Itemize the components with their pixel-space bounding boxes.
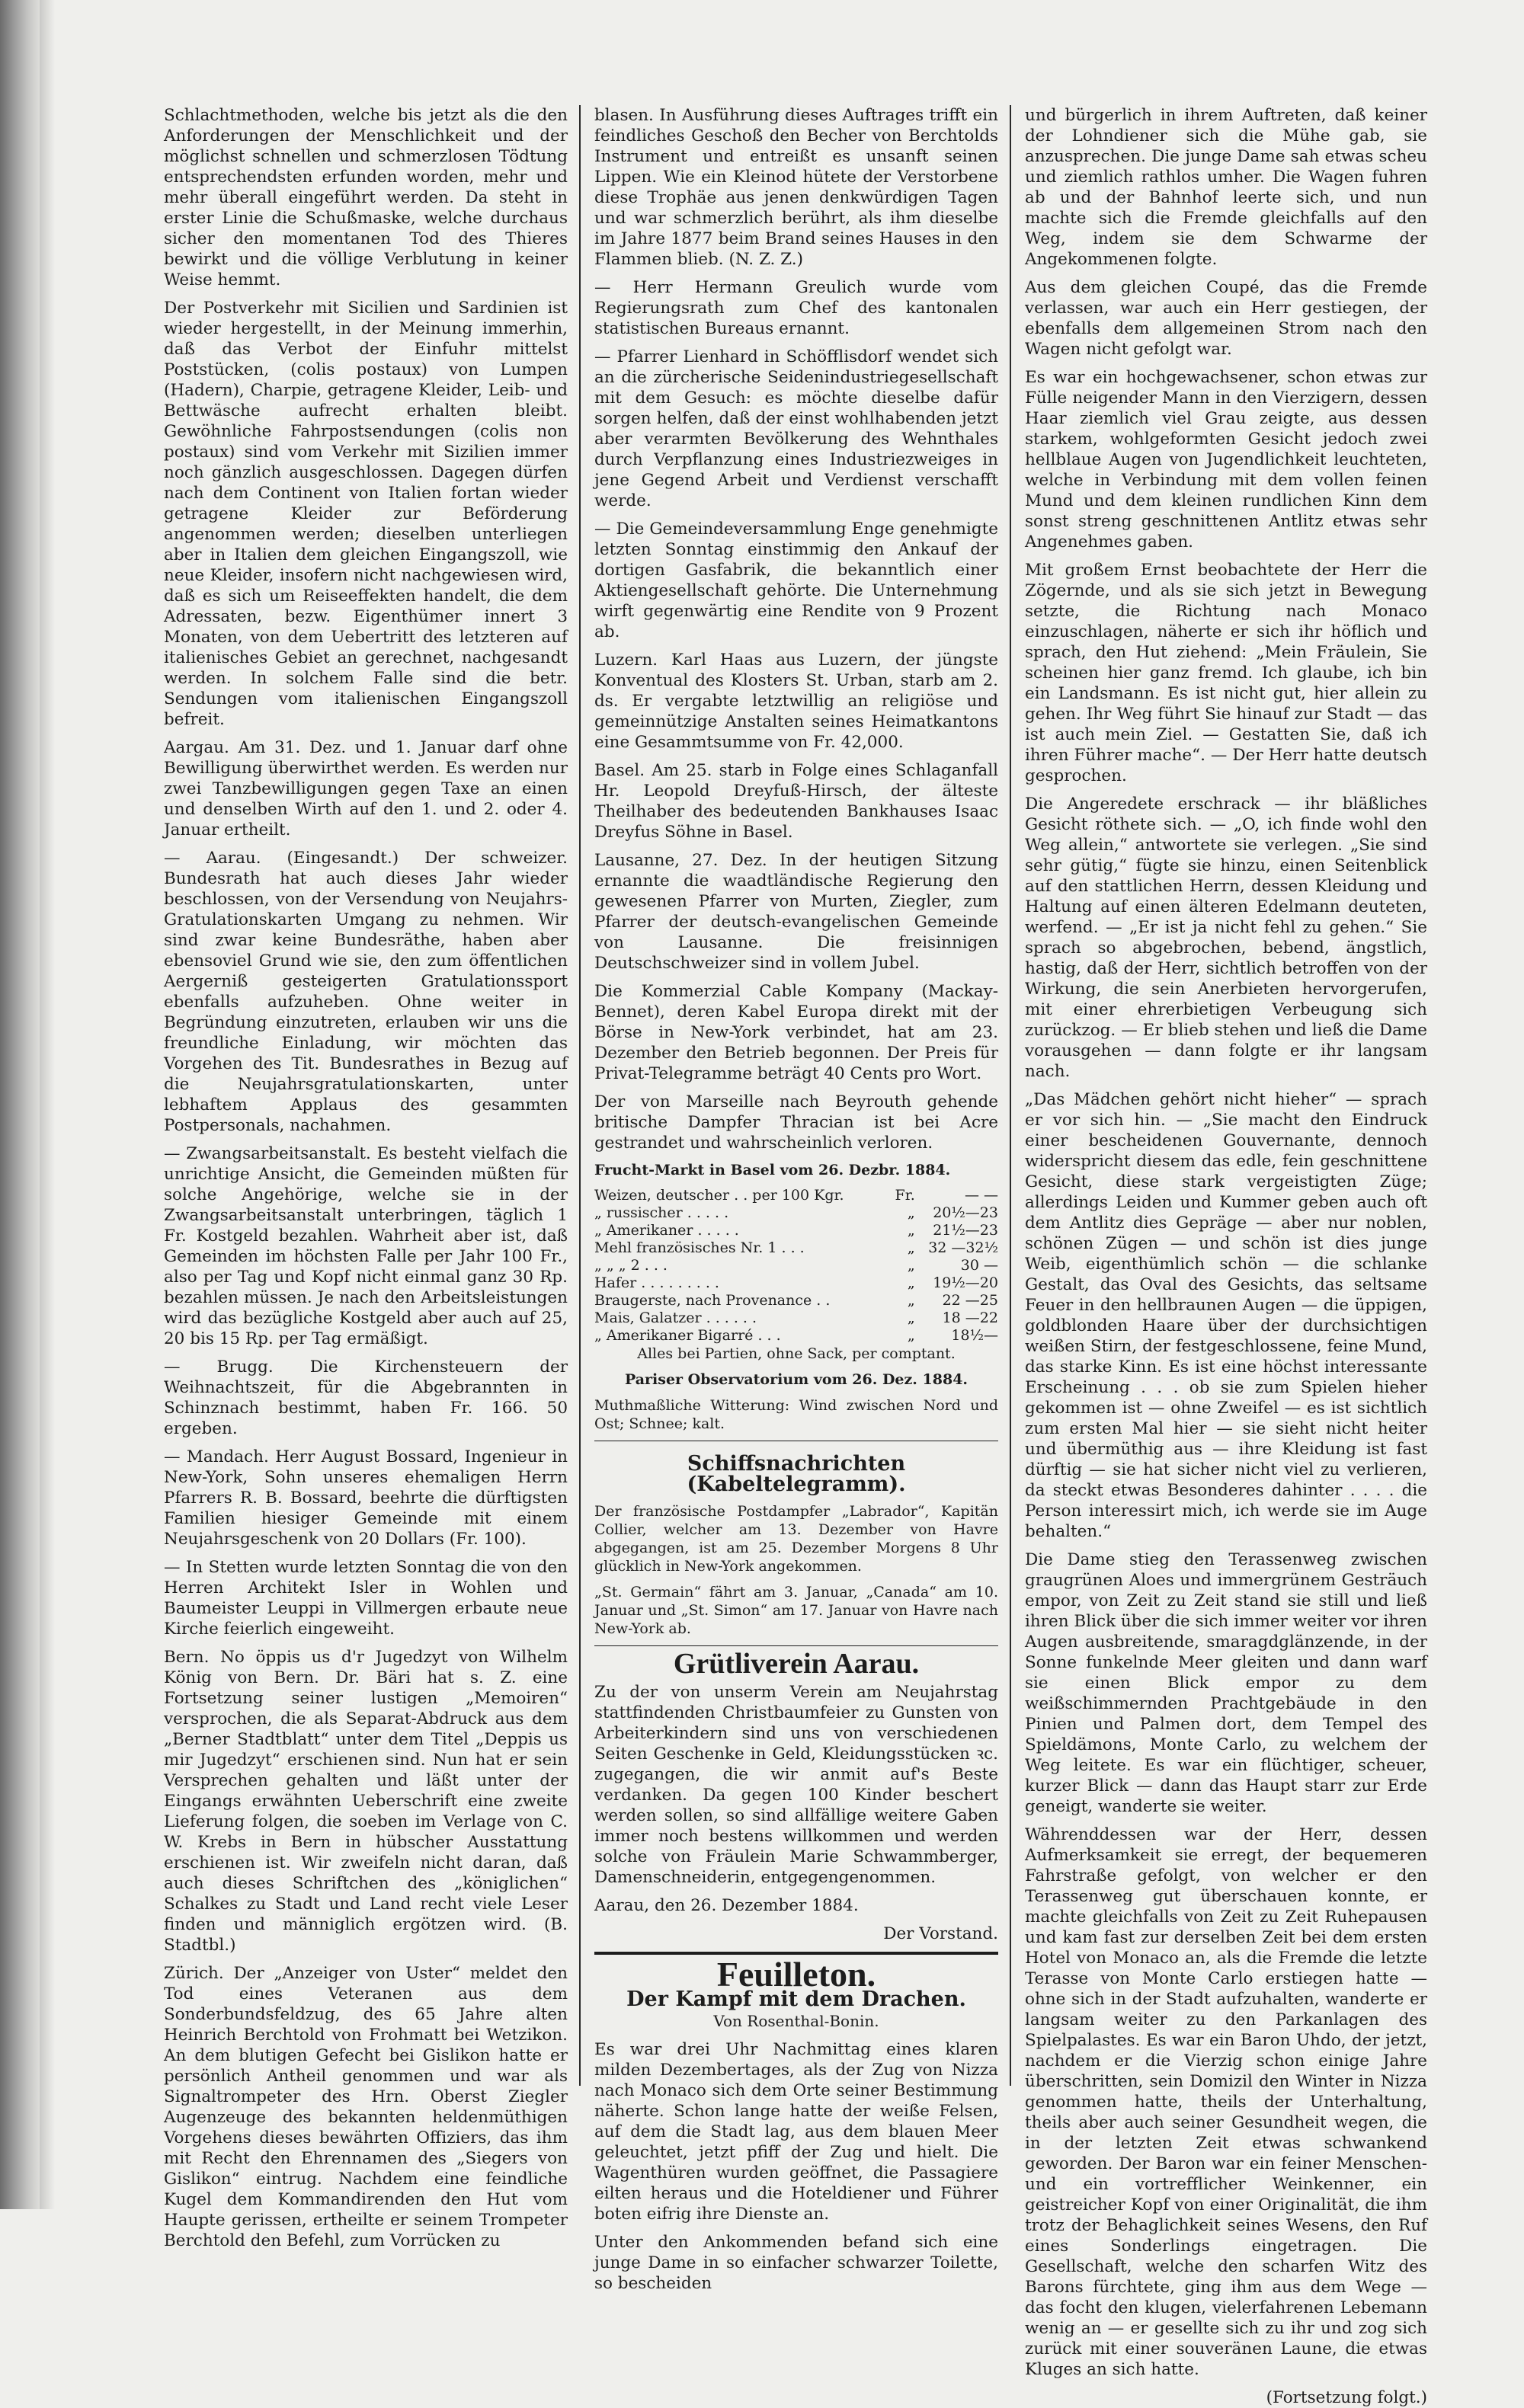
article-paragraph: — Herr Hermann Greulich wurde vom Regierungsrath zum Chef des kantonalen statistischen Bureaus ernannt.	[594, 278, 998, 338]
market-heading: Frucht-Markt in Basel vom 26. Dezbr. 1884.	[594, 1162, 951, 1178]
price-value: 22 —25	[942, 1292, 998, 1309]
article-paragraph: — Aarau. (Eingesandt.) Der schweizer. Bundesrath hat auch dieses Jahr wieder beschlossen, von der Versendung von Neujahrs-Gratulationskarten Umgang zu nehmen. Wir sind zwar keine Bundesräthe, haben aber ebensoviel Grund wie sie, den zum öffentlichen Aergerniß gesteigerten Gratulationssport ebenfalls aufzuheben. Ohne weiter in Begründung einzutreten, erlauben wir uns die freundliche Einladung, wir möchten das Vorgehen des Tit. Bundesrathes in Bezug auf die Neujahrsgratulationskarten, unter lebhaftem Applaus des gesammten Postpersonals, nachahmen.	[164, 849, 568, 1135]
column-2-articles	[594, 105, 998, 1153]
article-paragraph: blasen. In Ausführung dieses Auftrages trifft ein feindliches Geschoß den Becher von Berchtolds Instrument und entreißt es unsanft seinen Lippen. Wie ein Kleinod hütete der Verstorbene diese Trophäe aus jenen denkwürdigen Tagen und war schmerzlich berührt, als ihm dieselbe im Jahre 1877 beim Brand seines Hauses in den Flammen blieb. (N. Z. Z.)	[594, 106, 998, 269]
article-paragraph: Mit großem Ernst beobachtete der Herr die Zögernde, und als sie sich jetzt in Bewegung setzte, die Richtung nach Monaco einzuschlagen, näherte er sich ihr höflich und sprach, den Hut ziehend: „Mein Fräulein, Sie scheinen hier ganz fremd. Ich glaube, ich bin ein Landsmann. Es ist nicht gut, hier allein zu gehen. Ihr Weg führt Sie hinauf zur Stadt — das ist auch mein Ziel. — Gestatten Sie, daß ich ihren Führer mache“. — Der Herr hatte deutsch gesprochen.	[1025, 561, 1427, 785]
story-title: Der Kampf mit dem Drachen.	[626, 1987, 966, 2011]
price-unit: „	[907, 1327, 915, 1344]
gruetli-place-date: Aarau, den 26. Dezember 1884.	[594, 1896, 859, 1915]
story-author: Von Rosenthal-Bonin.	[713, 2012, 879, 2030]
price-value: 18 —22	[942, 1310, 998, 1326]
fruit-market-report	[594, 1161, 998, 1433]
article-paragraph: — Die Gemeindeversammlung Enge genehmigte letzten Sonntag einstimmig den Ankauf der dortigen Gasfabrik, die bekanntlich einer Aktiengesellschaft gehörte. Die Unternehmung wirft gegenwärtig eine Rendite von 9 Prozent ab.	[594, 520, 998, 641]
price-row	[594, 1257, 998, 1274]
price-row	[594, 1222, 998, 1239]
price-unit: „	[907, 1292, 915, 1309]
article-paragraph: Schlachtmethoden, welche bis jetzt als die den Anforderungen der Menschlichkeit und der möglichst schnellen und schmerzlosen Tödtung entsprechendsten erfunden worden, mehr und mehr überall eingeführt werden. Da steht in erster Linie die Schußmaske, welche durchaus sicher den momentanen Tod des Thieres bewirkt und die völlige Verblutung in keiner Weise hemmt.	[164, 106, 568, 289]
article-paragraph: — Zwangsarbeitsanstalt. Es besteht vielfach die unrichtige Ansicht, die Gemeinden müßten für solche Angehörige, welche sie in der Zwangsarbeitsanstalt unterbringen, täglich 1 Fr. Kostgeld bezahlen. Wahrheit aber ist, daß Gemeinden im höchsten Falle per Jahr 100 Fr., also per Tag und Kopf nicht einmal ganz 30 Rp. bezahlen müssen. Je nach den Arbeitsleistungen wird das bezügliche Kostgeld aber auch auf 25, 20 bis 15 Rp. per Tag ermäßigt.	[164, 1144, 568, 1348]
price-label: Hafer . . . . . . . . .	[594, 1274, 719, 1291]
article-paragraph: Die Angeredete erschrack — ihr bläßliches Gesicht röthete sich. — „O, ich finde wohl den Weg allein,“ antwortete sie verlegen. „Sie sind sehr gütig,“ fügte sie hinzu, einen Seitenblick auf den stattlichen Herrn, dessen Kleidung und Haltung auf einen älteren Edelmann deuteten, werfend. — „Er ist ja nicht fehl zu gehen.“ Sie sprach so abgebrochen, bebend, ängstlich, hastig, daß der Herr, sichtlich betroffen von der Wirkung, die sein Anerbieten hervorgerufen, mit einer ehrerbietigen Verbeugung sich zurückzog. — Er blieb stehen und ließ die Dame vorausgehen — dann folgte er ihr langsam nach.	[1025, 795, 1427, 1081]
price-label: Weizen, deutscher . . per 100 Kgr.	[594, 1187, 844, 1204]
article-paragraph: Der Postverkehr mit Sicilien und Sardinien ist wieder hergestellt, in der Meinung immerhin, daß das Verbot der Einfuhr mittelst Poststücken, (colis postaux) von Lumpen (Hadern), Charpie, getragene Kleider, Leib- und Bettwäsche aufrecht erhalten bleibt. Gewöhnliche Fahrpostsendungen (colis non postaux) sind vom Verkehr mit Sizilien immer noch gänzlich ausgeschlossen. Dagegen dürfen nach dem Continent von Italien fortan wieder getragene Kleider zur Beförderung angenommen werden; dieselben unterliegen aber in Italien dem gleichen Eingangszoll, wie neue Kleider, insofern nicht nachgewiesen wird, daß es sich um Reiseeffekten handelt, die dem Adressaten, bezw. Eigenthümer innert 3 Monaten, von dem Uebertritt des letzteren auf italienisches Gebiet an gerechnet, nachgesandt werden. In solchem Falle sind die betr. Sendungen vom italienischen Eingangszoll befreit.	[164, 299, 568, 729]
price-row	[594, 1327, 998, 1345]
article-paragraph: Aus dem gleichen Coupé, das die Fremde verlassen, war auch ein Herr gestiegen, der ebenfalls dem allgemeinen Strom nach den Wagen nicht gefolgt war.	[1025, 278, 1427, 359]
market-price-table	[594, 1187, 998, 1345]
article-paragraph: Aargau. Am 31. Dez. und 1. Januar darf ohne Bewilligung überwirthet werden. Es werden nur zwei Tanzbewilligungen gegen Taxe an einen und denselben Wirth auf den 1. und 2. oder 4. Januar ertheilt.	[164, 738, 568, 839]
article-paragraph: Bern. No öppis us d'r Jugedzyt von Wilhelm König von Bern. Dr. Bäri hat s. Z. eine Fortsetzung seiner lustigen „Memoiren“ versprochen, die als Separat-Abdruck aus dem „Berner Stadtblatt“ unter dem Titel „Deppis us mir Jugedzyt“ erschienen sind. Nun hat er sein Versprechen gehalten und läßt unter der Eingangs erwähnten Ueberschrift eine zweite Lieferung folgen, die soeben im Verlage von C. W. Krebs in Bern in hübscher Ausstattung erschienen ist. Wir zweifeln nicht daran, daß auch dieses Schriftchen des „königlichen“ Schalkes zu Stadt und Land recht viele Leser finden und männiglich ergötzen wird. (B. Stadtbl.)	[164, 1648, 568, 1955]
shipping-text-2: „St. Germain“ fährt am 3. Januar, „Canada“ am 10. Januar und „St. Simon“ am 17. Januar von Havre nach New-York ab.	[594, 1584, 998, 1637]
gruetli-signature: Der Vorstand.	[883, 1924, 998, 1943]
article-paragraph: — Brugg. Die Kirchensteuern der Weihnachtszeit, für die Abgebrannten in Schinznach bestimmt, haben Fr. 166. 50 ergeben.	[164, 1357, 568, 1438]
price-label: Braugerste, nach Provenance . .	[594, 1292, 831, 1309]
price-value: 20½—23	[933, 1204, 998, 1221]
shipping-text-1: Der französische Postdampfer „Labrador“, Kapitän Collier, welcher am 13. Dezember von Havre abgegangen, ist am 25. Dezember Morgens 8 Uhr glücklich in New-York angekommen.	[594, 1503, 998, 1575]
article-paragraph: Die Dame stieg den Terassenweg zwischen graugrünen Aloes und immergrünem Gesträuch empor, von Zeit zu Zeit stand sie still und ließ ihren Blick über die sich immer weiter vor ihren Augen ausbreitende, smaragdglänzende, in der Sonne funkelnde Meer gleiten und dann warf sie einen Blick empor zu dem weißschimmernden Prachtgebäude in den Pinien und Palmen dort, dem Tempel des Spieldämons, Monte Carlo, zu welchem der Weg leitete. Es war ein flüchtiger, scheuer, kurzer Blick — dann das Haupt starr zur Erde geneigt, wanderte sie weiter.	[1025, 1550, 1427, 1816]
article-paragraph: — Pfarrer Lienhard in Schöfflisdorf wendet sich an die zürcherische Seidenindustriegesellschaft mit dem Gesuch: es möchte dieselbe dafür sorgen helfen, daß der einst wohlhabenden jetzt aber verarmten Bevölkerung des Wehnthales durch Verpflanzung eines Industriezweiges in jene Gegend Arbeit und Verdienst verschafft werde.	[594, 347, 998, 510]
shipping-heading: Schiffsnachrichten (Kabeltelegramm).	[687, 1452, 906, 1496]
price-unit: „	[907, 1257, 915, 1274]
price-row	[594, 1310, 998, 1327]
article-paragraph: und bürgerlich in ihrem Auftreten, daß keiner der Lohndiener sich die Mühe gab, sie anzusprechen. Die junge Dame sah etwas scheu und ziemlich rathlos umher. Die Wagen fuhren ab und der Bahnhof leerte sich, und nun machte sich die Fremde gleichfalls auf den Weg, indem sie dem Schwarme der Angekommenen folgte.	[1025, 106, 1427, 269]
article-paragraph: — Mandach. Herr August Bossard, Ingenieur in New-York, Sohn unseres ehemaligen Herrn Pfarrers R. B. Bossard, beehrte die dürftigsten Familien hiesiger Gemeinde mit einem Neujahrsgeschenk von 20 Dollars (Fr. 100).	[164, 1447, 568, 1549]
price-value: 32 —32½	[928, 1239, 998, 1256]
price-label: Mais, Galatzer . . . . . .	[594, 1310, 757, 1326]
price-label: „ Amerikaner Bigarré . . .	[594, 1327, 781, 1344]
price-value: 30 —	[960, 1257, 998, 1274]
price-value: — —	[964, 1187, 998, 1204]
price-row	[594, 1292, 998, 1310]
market-note: Alles bei Partien, ohne Sack, per comptant.	[637, 1345, 956, 1362]
story-paragraph: Es war drei Uhr Nachmittag eines klaren milden Dezembertages, als der Zug von Nizza nach Monaco sich dem Orte seiner Bestimmung näherte. Schon lange hatte der weiße Felsen, auf dem die Stadt lag, aus dem blauen Meer geleuchtet, jetzt pfiff der Zug und hielt. Die Wagenthüren wurden geöffnet, die Passagiere eilten heraus und die Hoteldiener und Führer boten eifrig ihre Dienste an.	[594, 2040, 998, 2224]
column-rule-1	[579, 105, 581, 2086]
price-row	[594, 1274, 998, 1292]
article-paragraph: — In Stetten wurde letzten Sonntag die von den Herren Architekt Isler in Wohlen und Baumeister Leuppi in Villmergen erbaute neue Kirche feierlich eingeweiht.	[164, 1558, 568, 1639]
article-paragraph: Zürich. Der „Anzeiger von Uster“ meldet den Tod eines Veteranen aus dem Sonderbundsfeldzug, des 65 Jahre alten Heinrich Berchtold von Frohmatt bei Wetzikon. An dem blutigen Gefecht bei Gislikon hatte er persönlich Antheil genommen und war als Signaltrompeter des Hrn. Oberst Ziegler Augenzeuge des bekannten heldenmüthigen Vorgehens dieses bewährten Offiziers, das ihm mit Recht den Ehrennamen des „Siegers von Gislikon“ eintrug. Nachdem eine feindliche Kugel dem Kommandirenden den Hut vom Haupte gerissen, ertheilte er seinem Trompeter Berchtold den Befehl, zum Vorrücken zu	[164, 1964, 568, 2250]
article-paragraph: Luzern. Karl Haas aus Luzern, der jüngste Konventual des Klosters St. Urban, starb am 2. ds. Er vergabte letztwillig an religiöse und gemeinnützige Anstalten seines Heimatkantons eine Gesammtsumme von Fr. 42,000.	[594, 651, 998, 752]
price-row	[594, 1187, 998, 1204]
price-value: 21½—23	[933, 1222, 998, 1239]
story-paragraph: Unter den Ankommenden befand sich eine junge Dame in so einfacher schwarzer Toilette, so bescheiden	[594, 2233, 998, 2293]
shipping-news	[594, 1453, 998, 1638]
article-paragraph: Es war ein hochgewachsener, schon etwas zur Fülle neigender Mann in den Vierzigern, dessen Haar ziemlich viel Grau zeigte, aus dessen starkem, wohlgeformten Gesicht jedoch zwei hellblaue Augen von Jugendlichkeit leuchteten, welche in Verbindung mit dem vollen feinen Mund und dem kleinen rundlichen Kinn dem sonst streng geschnittenen Antlitz etwas sehr Angenehmes gaben.	[1025, 368, 1427, 552]
price-label: „ russischer . . . . .	[594, 1204, 729, 1221]
price-label: „ „ „ 2 . . .	[594, 1257, 668, 1274]
article-paragraph: Lausanne, 27. Dez. In der heutigen Sitzung ernannte die waadtländische Regierung den gewesenen Pfarrer von Murten, Ziegler, zum Pfarrer der deutsch-evangelischen Gemeinde von Lausanne. Die freisinnigen Deutschschweizer sind in vollem Jubel.	[594, 851, 998, 973]
price-row	[594, 1239, 998, 1257]
price-value: 19½—20	[933, 1274, 998, 1291]
column-2	[594, 105, 998, 2293]
price-unit: Fr.	[895, 1187, 915, 1204]
price-row	[594, 1204, 998, 1222]
observatory-heading: Pariser Observatorium vom 26. Dez. 1884.	[624, 1371, 969, 1388]
book-binding	[0, 0, 40, 2209]
continuation-note: (Fortsetzung folgt.)	[1266, 2388, 1427, 2407]
column-rule-2	[1010, 105, 1011, 2086]
article-paragraph: Der von Marseille nach Beyrouth gehende britische Dampfer Thracian ist bei Acre gestrandet und wahrscheinlich verloren.	[594, 1092, 998, 1153]
price-unit: „	[907, 1239, 915, 1256]
weather-forecast: Muthmaßliche Witterung: Wind zwischen Nord und Ost; Schnee; kalt.	[594, 1397, 998, 1432]
column-3	[1025, 105, 1427, 2407]
price-unit: „	[907, 1274, 915, 1291]
price-unit: „	[907, 1204, 915, 1221]
feuilleton	[594, 1955, 998, 2294]
article-paragraph: Währenddessen war der Herr, dessen Aufmerksamkeit sie erregt, der bequemeren Fahrstraße gefolgt, von welcher er den Terassenweg gut überschauen konnte, er machte gleichfalls von Zeit zu Zeit Ruhepausen und kam fast zur derselben Zeit bei dem ersten Hotel von Monaco an, als die Fremde die letzte Terasse von Monte Carlo erstiegen hatte — ohne sich in der Stadt aufzuhalten, wanderte er langsam weiter zu den Parkanlagen des Spielpalastes. Es war ein Baron Uhdo, der jetzt, nachdem er die Vierzig schon einige Jahre überschritten, sein Domizil den Winter in Nizza genommen hatte, theils der Unterhaltung, theils aber auch seiner Gesundheit wegen, die in der letzten Zeit etwas schwankend geworden. Der Baron war ein feiner Menschen- und ein vortrefflicher Weinkenner, ein geistreicher Kopf von einer Originalität, die ihm trotz der Behaglichkeit seines Wesens, den Ruf eines Sonderlings eingetragen. Die Gesellschaft, welche den scharfen Witz des Barons fürchtete, ging ihm aus dem Wege — das focht den klugen, vielerfahrenen Lebemann wenig an — er gesellte sich zu ihr und zog sich zurück mit einer souveränen Laune, die etwas Kluges an sich hatte.	[1025, 1825, 1427, 2379]
price-unit: „	[907, 1310, 915, 1326]
article-paragraph: „Das Mädchen gehört nicht hieher“ — sprach er vor sich hin. — „Sie macht den Eindruck einer bescheidenen Gouvernante, dennoch widerspricht diesem das edle, fein geschnittene Gesicht, diese stark vergeistigten Züge; allerdings Leiden und Kummer geben auch oft dem Antlitz dies Gepräge — aber nur noblen, schönen Zügen — und schön ist dies junge Weib, eigenthümlich schön — die schlanke Gestalt, das Oval des Gesichts, das seltsame Feuer in den hellbraunen Augen — die üppigen, goldblonden Haare über der durchsichtigen weißen Stirn, der festgeschlossene, feine Mund, das starke Kinn. Es ist eine höchst interessante Erscheinung . . . ob sie zum Spielen hieher gekommen ist — ohne Zweifel — es ist sichtlich zum ersten Mal hier — sie sieht nicht heiter und übermüthig aus — ihre Kleidung ist fast dürftig — sie hat sicher nicht viel zu verlieren, da steckt etwas Besonderes dahinter . . . . die Person interessirt mich, ich werde sie im Auge behalten.“	[1025, 1090, 1427, 1541]
feuilleton-title: Feuilleton.	[716, 1955, 876, 1994]
gruetli-notice	[594, 1648, 998, 1944]
binding-shadow	[40, 0, 55, 2209]
gruetli-text: Zu der von unserm Verein am Neujahrstag stattfindenden Christbaumfeier zu Gunsten von Arbeiterkindern sind uns von verschiedenen Seiten Geschenke in Geld, Kleidungsstücken ꝛc. zugegangen, die wir anmit auf's Beste verdanken. Da gegen 100 Kinder beschert werden sollen, so sind allfällige weitere Gaben immer noch bestens willkommen und werden solche von Fräulein Marie Schwammberger, Damenschneiderin, entgegengenommen.	[594, 1683, 998, 1887]
column-1	[164, 105, 568, 2250]
price-unit: „	[907, 1222, 915, 1239]
price-value: 18½—	[951, 1327, 998, 1344]
price-label: „ Amerikaner . . . . .	[594, 1222, 739, 1239]
article-paragraph: Die Kommerzial Cable Kompany (Mackay-Bennet), deren Kabel Europa direkt mit der Börse in New-York verbindet, hat am 23. Dezember den Betrieb begonnen. Der Preis für Privat-Telegramme beträgt 40 Cents pro Wort.	[594, 982, 998, 1083]
gruetli-title: Grütliverein Aarau.	[673, 1648, 920, 1680]
price-label: Mehl französisches Nr. 1 . . .	[594, 1239, 805, 1256]
article-paragraph: Basel. Am 25. starb in Folge eines Schlaganfall Hr. Leopold Dreyfuß-Hirsch, der älteste Theilhaber des bedeutenden Bankhauses Isaac Dreyfus Söhne in Basel.	[594, 761, 998, 842]
divider	[594, 1645, 998, 1646]
